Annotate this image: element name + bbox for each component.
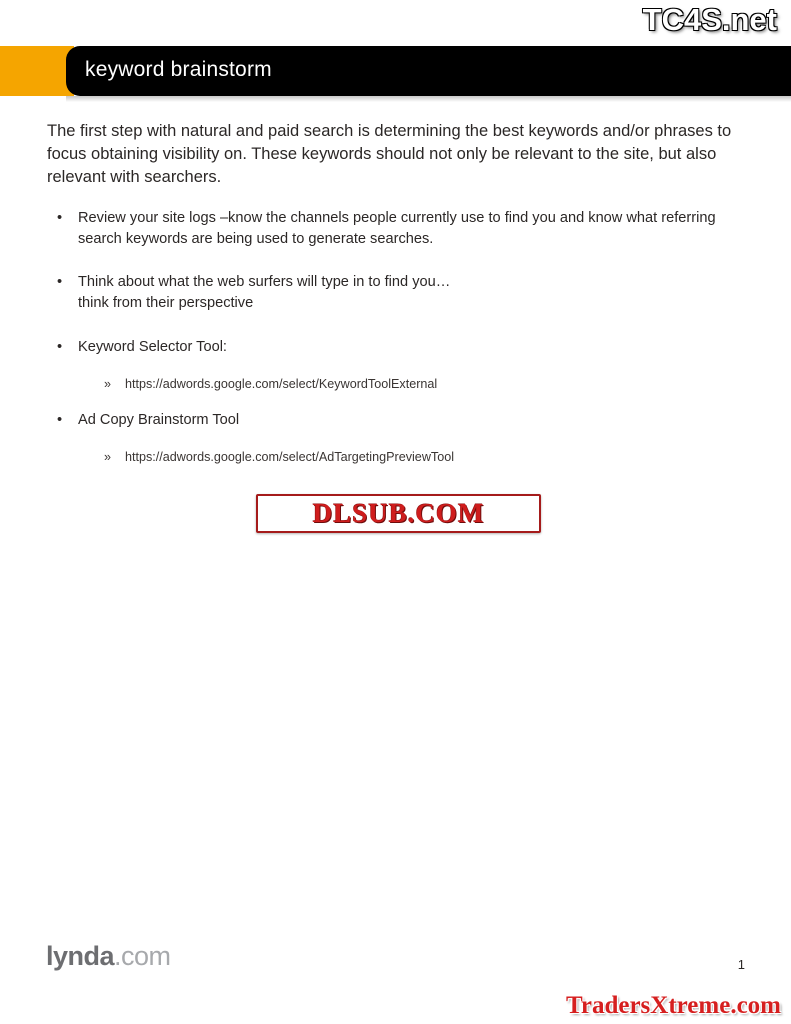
list-item xyxy=(47,208,747,250)
list-item xyxy=(47,337,747,358)
intro-paragraph: The first step with natural and paid search is determining the best keywords and/or phrases to focus obtaining visibility on. These keywords should not only be relevant to the site, but also relevant with searchers. xyxy=(47,122,732,186)
header-shadow xyxy=(66,96,791,102)
sub-list-item xyxy=(47,374,747,394)
watermark-bottom-right: TradersXtreme.com xyxy=(566,992,781,1019)
list-item-label: Review your site logs –know the channels people currently use to find you and know what referring search keywords are being used to generate searches. xyxy=(78,210,716,247)
watermark-top-right: TC4S.net xyxy=(642,2,777,37)
list-item-label-second-line: think from their perspective xyxy=(78,295,254,311)
header-accent-block xyxy=(0,46,74,96)
chevron-double-right-icon: » xyxy=(104,377,112,391)
list-item xyxy=(47,272,747,314)
bullet-marker-icon: • xyxy=(57,339,63,355)
sub-list-item-link[interactable]: https://adwords.google.com/select/AdTargetingPreviewTool xyxy=(125,450,455,464)
bullet-marker-icon: • xyxy=(57,412,63,428)
list-item-label: Ad Copy Brainstorm Tool xyxy=(78,412,240,428)
sub-list-item xyxy=(47,447,747,467)
list-item-label: Think about what the web surfers will type in to find you… xyxy=(78,274,451,290)
list-item xyxy=(47,410,747,431)
bullet-marker-icon: • xyxy=(57,210,63,226)
watermark-center-label: DLSUB.COM xyxy=(312,498,485,528)
chevron-double-right-icon: » xyxy=(104,450,112,464)
list-item-label: Keyword Selector Tool: xyxy=(78,339,227,355)
lynda-logo-light: .com xyxy=(114,941,171,971)
bullet-marker-icon: • xyxy=(57,274,63,290)
lynda-logo xyxy=(46,941,171,972)
page-number: 1 xyxy=(737,957,745,972)
sub-list-item-link[interactable]: https://adwords.google.com/select/KeywordToolExternal xyxy=(125,377,438,391)
page-title: keyword brainstorm xyxy=(85,58,272,81)
watermark-center xyxy=(256,494,541,533)
bullet-list xyxy=(47,208,747,483)
lynda-logo-bold: lynda xyxy=(46,941,115,971)
